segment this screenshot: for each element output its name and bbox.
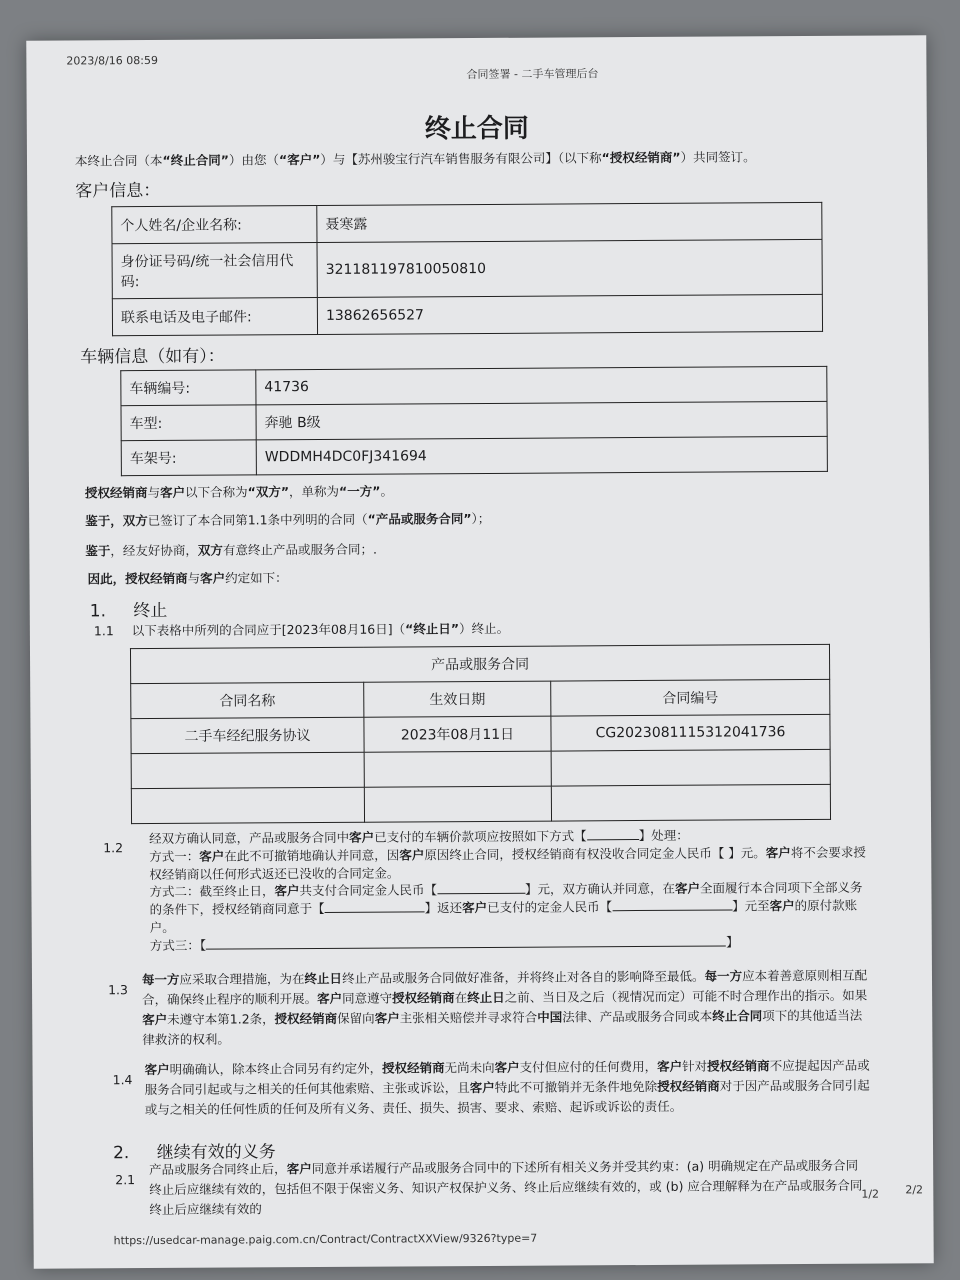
customer-contact-label: 联系电话及电子邮件:: [112, 297, 317, 335]
customer-info-heading: 客户信息：: [75, 180, 161, 202]
page-number-right: 2/2: [905, 1183, 924, 1197]
column-header-contract-name: 合同名称: [131, 682, 364, 718]
product-service-table: [130, 644, 831, 824]
section-1-title: 终止: [133, 600, 168, 622]
empty-cell: [551, 784, 830, 821]
table-row: [121, 366, 827, 405]
vehicle-model-label: 车型:: [121, 405, 256, 441]
empty-cell: [131, 787, 364, 823]
section-1-number: 1.: [89, 601, 107, 622]
table-row: [112, 294, 822, 335]
clause-1-4-number: 1.4: [112, 1072, 133, 1088]
table-row: [112, 202, 822, 243]
page-number-left: 1/2: [861, 1187, 880, 1201]
vehicle-vin-value: WDDMH4DC0FJ341694: [256, 436, 827, 474]
vehicle-info-table: [120, 366, 828, 476]
customer-id-label: 身份证号码/统一社会信用代码:: [112, 242, 317, 298]
whereas-clause-2: 鉴于，经友好协商，双方有意终止产品或服务合同；.: [85, 541, 377, 559]
table-row: [121, 401, 827, 440]
clause-1-2-number: 1.2: [103, 840, 124, 856]
contract-name-cell: 二手车经纪服务协议: [131, 717, 364, 753]
section-2-number: 2.: [112, 1143, 130, 1164]
print-timestamp: 2023/8/16 08:59: [66, 53, 159, 68]
clause-2-1-number: 2.1: [115, 1172, 136, 1188]
vehicle-model-value: 奔驰 B级: [256, 401, 827, 439]
footer-url: https://usedcar-manage.paig.com.cn/Contract/ContractXXView/9326?type=7: [113, 1231, 538, 1248]
vehicle-number-value: 41736: [256, 366, 827, 404]
clause-1-4: 客户明确确认，除本终止合同另有约定外，授权经销商无尚未向客户支付但应付的任何费用，客户针对授权经销商不应提起因产品或服务合同引起或与之相关的任何其他索赔、主张或诉讼，且客户特此不可撤销并无条件地免除授权经销商对于因产品或服务合同引起或与之相关的任何性质的任何及所有义务、责任、损失、损害、要求、索赔、起诉或诉讼的责任。: [144, 1057, 870, 1118]
empty-cell: [131, 752, 364, 788]
empty-cell: [364, 786, 551, 822]
effective-date-cell: 2023年08月11日: [364, 716, 551, 752]
section-1-heading: [90, 596, 168, 621]
clause-1-3: 每一方应采取合理措施，为在终止日终止产品或服务合同做好准备，并将终止对各自的影响降至最低。每一方应本着善意原则相互配合，确保终止程序的顺利开展。客户同意遵守授权经销商在终止日之前、当日及之后（视情况而定）可能不时合理作出的指示。如果客户未遵守本第1.2条，授权经销商保留向客户主张相关赔偿并寻求符合中国法律、产品或服务合同或本终止合同项下的其他适当法律救济的权利。: [141, 967, 868, 1048]
vehicle-number-label: 车辆编号:: [121, 370, 256, 406]
table-row: [131, 714, 830, 753]
column-header-effective-date: 生效日期: [364, 681, 551, 717]
table-row: [131, 749, 830, 788]
customer-id-value: 321181197810050810: [317, 239, 822, 297]
customer-name-value: 聂寒露: [317, 202, 822, 242]
parties-definition: 授权经销商与客户以下合称为“双方”，单称为“一方”。: [84, 483, 394, 501]
table-row: [121, 436, 827, 475]
vehicle-vin-label: 车架号:: [121, 440, 256, 476]
contract-number-cell: CG2023081115312041736: [551, 714, 830, 751]
column-header-contract-number: 合同编号: [551, 679, 830, 716]
customer-name-label: 个人姓名/企业名称:: [112, 205, 317, 243]
section-2-title: 继续有效的义务: [156, 1142, 276, 1163]
intro-paragraph: 本终止合同（本“终止合同”）由您（“客户”）与【苏州骏宝行汽车销售服务有限公司】（以下称“授权经销商”）共同签订。: [74, 149, 756, 169]
table-row: [131, 784, 830, 823]
therefore-clause: 因此，授权经销商与客户约定如下：: [87, 570, 288, 587]
browser-page-title: 合同签署 - 二手车管理后台: [466, 67, 599, 82]
vehicle-info-heading: 车辆信息（如有）：: [80, 346, 225, 368]
clause-1-1: 1.1 以下表格中所列的合同应于[2023年08月16日]（“终止日”）终止。: [93, 620, 510, 639]
table-row: [130, 644, 829, 683]
product-table-caption: 产品或服务合同: [130, 644, 829, 683]
customer-contact-value: 13862656527: [317, 294, 822, 334]
document-sheet: [26, 35, 933, 1268]
clause-1-3-number: 1.3: [108, 982, 128, 998]
table-row: [112, 239, 822, 298]
empty-cell: [364, 751, 551, 787]
empty-cell: [551, 749, 830, 786]
whereas-clause-1: 鉴于，双方已签订了本合同第1.1条中列明的合同（“产品或服务合同”）；: [85, 510, 491, 529]
clause-2-1: 产品或服务合同终止后，客户同意并承诺履行产品或服务合同中的下述所有相关义务并受其约束：(a) 明确规定在产品或服务合同终止后应继续有效的，包括但不限于保密义务、知识产权保护义务、终止后应继续有效的，或 (b) 应合理解释为在产品或服务合同终止后应继续有效的: [149, 1157, 863, 1218]
customer-info-table: [111, 202, 823, 336]
clause-1-2: 经双方确认同意，产品或服务合同中客户已支付的车辆价款项应按照如下方式【 】处理： 方式一：客户在此不可撤销地确认并同意，因客户原因终止合同，授权经销商有权没收合同定金人民币【 】元。客户将不会要求授 权经销商以任何形式返还已没收的合同定金。 方式二：截至终止日，客户共支付合同定金人民币【 】元，双方确认并同意，在客户全面履行本合同项下全部义务 的条件下，授权经销商同意于【 】返还客户已支付的定金人民币【 】元至客户的原付款账 户。 方式三：【 】: [149, 827, 866, 953]
table-row: [131, 679, 830, 718]
document-title: 终止合同: [424, 113, 529, 145]
